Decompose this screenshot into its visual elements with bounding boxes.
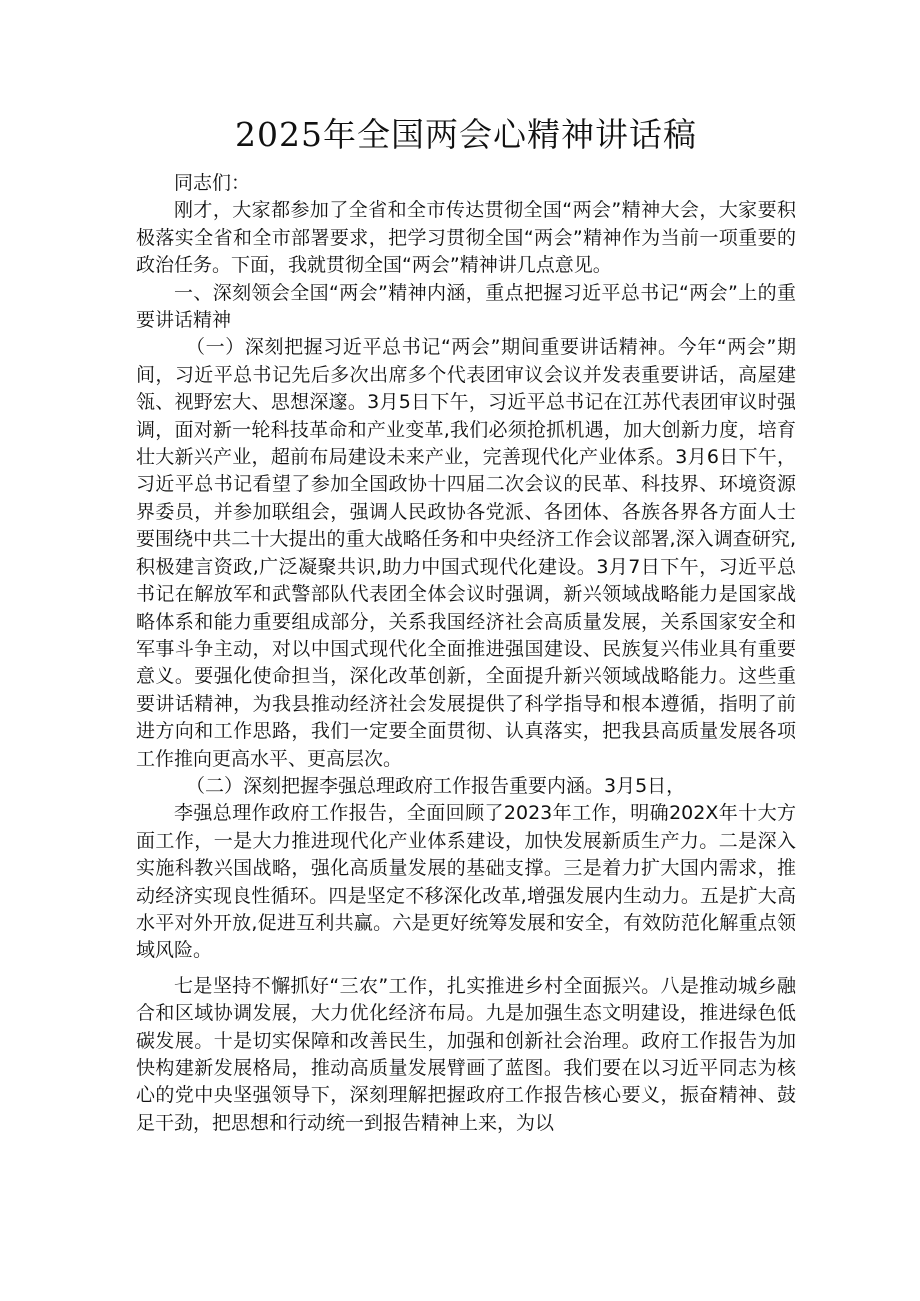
- paragraph-subsection-2-heading: （二）深刻把握李强总理政府工作报告重要内涵。3月5日，: [186, 774, 686, 797]
- paragraph-continuation: 七是坚持不懈抓好“三农”工作，扎实推进乡村全面振兴。八是推动城乡融合和区域协调发展，大力优化经济布局。九是加强生态文明建设，推进绿色低碳发展。十是切实保障和改善民生，加强和创新社会治理。政府工作报告为加快构建新发展格局，推动高质量发展臂画了蓝图。我们要在以习近平同志为核心的党中央坚强领导下，深刻理解把握政府工作报告核心要义，振奋精神、鼓足干劲，把思想和行动统一到报告精神上来，为以: [136, 974, 796, 1134]
- section-heading-1: 一、深刻领会全国“两会”精神内涵，重点把握习近平总书记“两会”上的重要讲话精神: [136, 281, 796, 332]
- document-title: 2025年全国两会心精神讲话稿: [235, 115, 697, 154]
- paragraph-intro: 刚才，大家都参加了全省和全市传达贯彻全国“两会”精神大会，大家要积极落实全省和全市部署要求，把学习贯彻全国“两会”精神作为当前一项重要的政治任务。下面，我就贯彻全国“两会”精神讲几点意见。: [136, 199, 796, 277]
- paragraph-government-report: 李强总理作政府工作报告，全面回顾了2023年工作，明确202X年十大方面工作，一是大力推进现代化产业体系建设，加快发展新质生产力。二是深入实施科教兴国战略，强化高质量发展的基础支撑。三是着力扩大国内需求，推动经济实现良性循环。四是坚定不移深化改革,增强发展内生动力。五是扩大高水平对外开放,促进互利共赢。六是更好统筹发展和安全，有效防范化解重点领域风险。: [136, 802, 796, 962]
- salutation: 同志们：: [174, 172, 251, 194]
- paragraph-subsection-1: （一）深刻把握习近平总书记“两会”期间重要讲话精神。今年“两会”期间，习近平总书记先后多次出席多个代表团审议会议并发表重要讲话，高屋建瓴、视野宏大、思想深邃。3月5日下午，习近平总书记在江苏代表团审议时强调，面对新一轮科技革命和产业变革,我们必须抢抓机遇，加大创新力度，培育壮大新兴产业，超前布局建设未来产业，完善现代化产业体系。3月6日下午，习近平总书记看望了参加全国政协十四届二次会议的民革、科技界、环境资源界委员，并参加联组会，强调人民政协各党派、各团体、各族各界各方面人士要围绕中共二十大提出的重大战略任务和中央经济工作会议部署,深入调查研究,积极建言资政,广泛凝聚共识,助力中国式现代化建设。3月7日下午，习近平总书记在解放军和武警部队代表团全体会议时强调，新兴领域战略能力是国家战略体系和能力重要组成部分，关系我国经济社会高质量发展，关系国家安全和军事斗争主动，对以中国式现代化全面推进强国建设、民族复兴伟业具有重要意义。要强化使命担当，深化改革创新，全面提升新兴领域战略能力。这些重要讲话精神，为我县推动经济社会发展提供了科学指导和根本遵循，指明了前进方向和工作思路，我们一定要全面贯彻、认真落实，把我县高质量发展各项工作推向更高水平、更高层次。: [136, 336, 796, 770]
- document-page: [136, 110, 796, 1137]
